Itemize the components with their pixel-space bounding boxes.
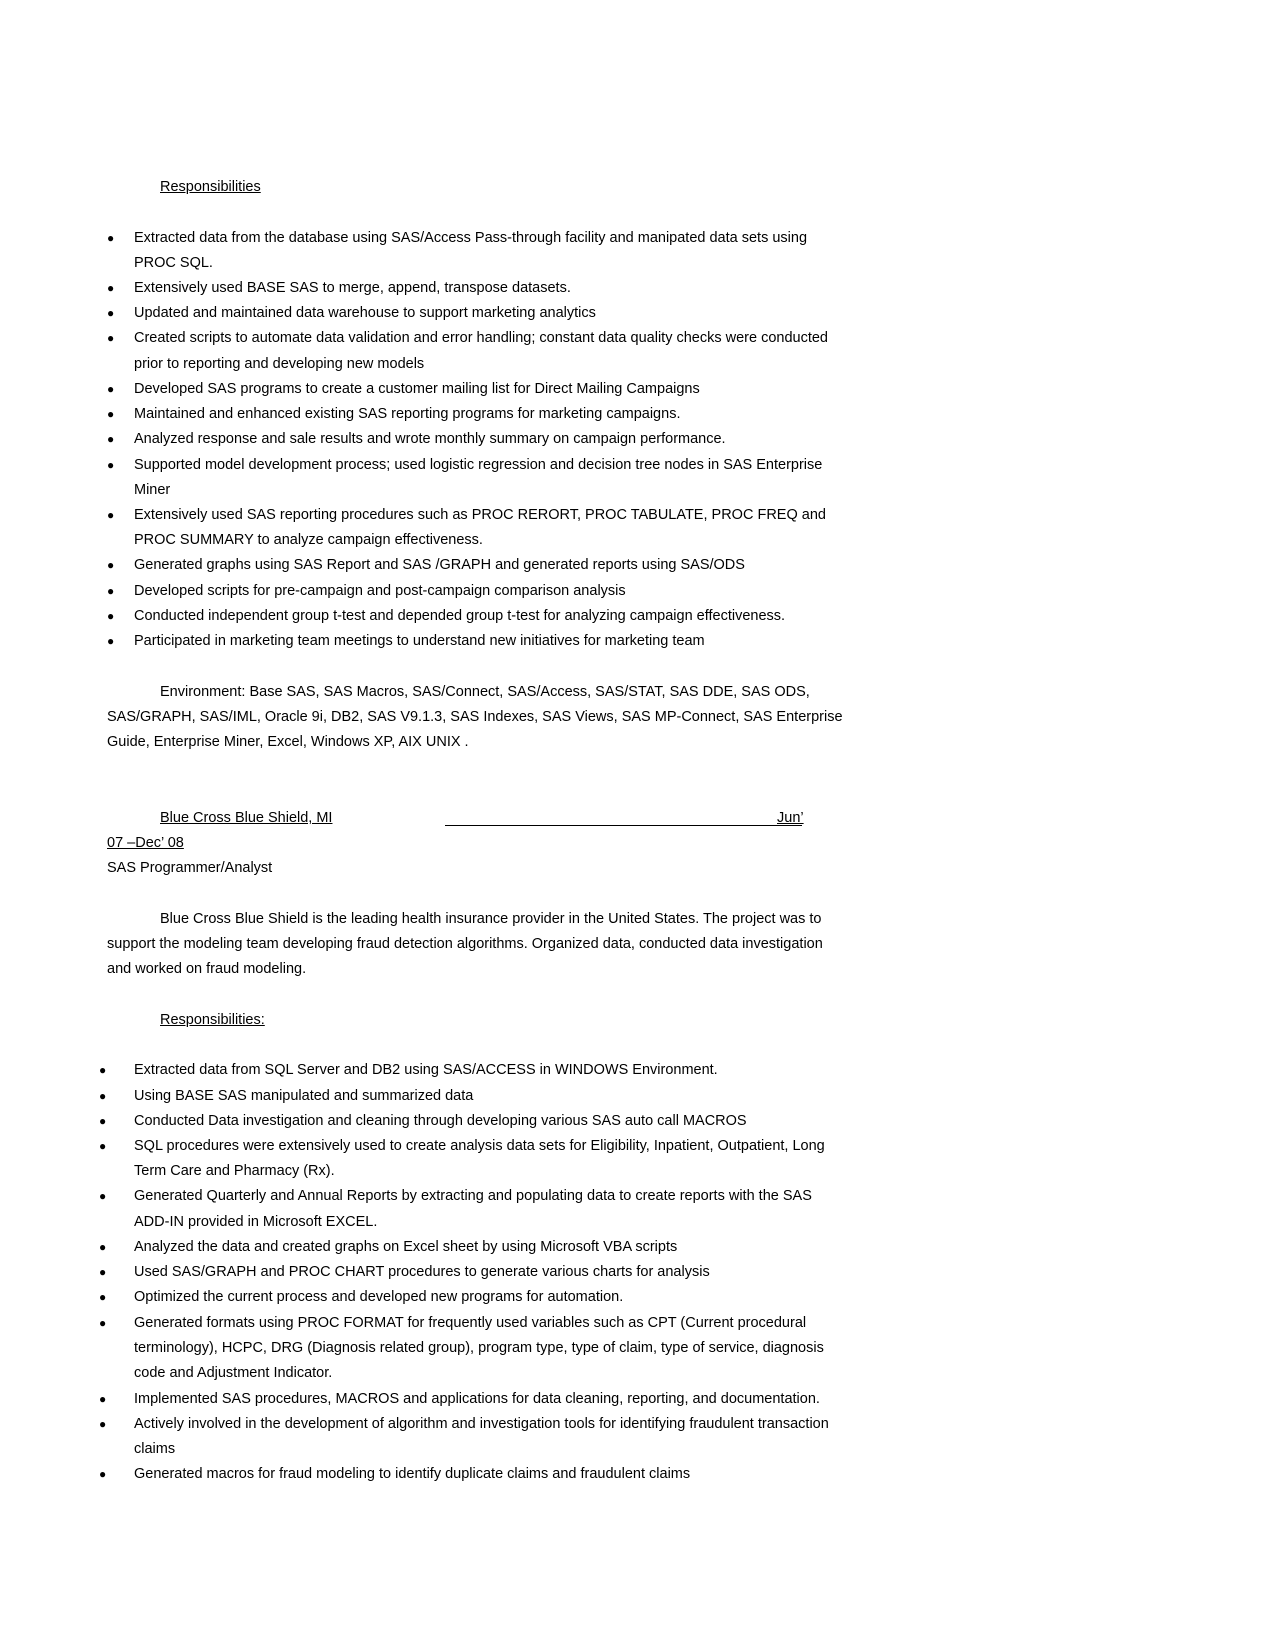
date-rule xyxy=(445,825,802,826)
list-item: Used SAS/GRAPH and PROC CHART procedures to generate various charts for analysis xyxy=(134,1264,710,1280)
list-item: Supported model development process; used logistic regression and decision tree nodes in SAS Enterprise xyxy=(134,457,823,473)
bullet-icon: ● xyxy=(107,281,115,295)
list-item: Using BASE SAS manipulated and summarized data xyxy=(134,1088,474,1104)
bullet-icon: ● xyxy=(107,508,115,522)
bullet-icon: ● xyxy=(107,331,115,345)
bullet-icon: ● xyxy=(107,382,115,396)
bullet-icon: ● xyxy=(107,634,115,648)
bullet-icon: ● xyxy=(99,1063,107,1077)
bullet-icon: ● xyxy=(107,306,115,320)
environment-text: Guide, Enterprise Miner, Excel, Windows XP, AIX UNIX . xyxy=(107,734,469,750)
bullet-icon: ● xyxy=(107,584,115,598)
list-item-continuation: claims xyxy=(134,1441,176,1457)
section-heading: Responsibilities xyxy=(160,179,261,195)
bullet-icon: ● xyxy=(99,1467,107,1481)
list-item: Conducted independent group t-test and depended group t-test for analyzing campaign effectiveness. xyxy=(134,608,786,624)
list-item: Analyzed response and sale results and wrote monthly summary on campaign performance. xyxy=(134,431,726,447)
list-item: Extensively used SAS reporting procedures such as PROC RERORT, PROC TABULATE, PROC FREQ and xyxy=(134,507,826,523)
list-item-continuation: Miner xyxy=(134,482,171,498)
bullet-icon: ● xyxy=(107,558,115,572)
list-item: Generated Quarterly and Annual Reports by extracting and populating data to create reports with the SAS xyxy=(134,1188,812,1204)
environment-text: Environment: Base SAS, SAS Macros, SAS/Connect, SAS/Access, SAS/STAT, SAS DDE, SAS ODS, xyxy=(160,684,810,700)
job-date-end: 07 –Dec’ 08 xyxy=(107,835,184,851)
list-item-continuation: PROC SQL. xyxy=(134,255,213,271)
list-item-continuation: PROC SUMMARY to analyze campaign effectiveness. xyxy=(134,532,483,548)
bullet-icon: ● xyxy=(99,1417,107,1431)
bullet-icon: ● xyxy=(99,1114,107,1128)
list-item: Updated and maintained data warehouse to support marketing analytics xyxy=(134,305,596,321)
list-item: SQL procedures were extensively used to create analysis data sets for Eligibility, Inpatient, Outpatient, Long xyxy=(134,1138,825,1154)
section-heading: Responsibilities: xyxy=(160,1012,265,1028)
bullet-icon: ● xyxy=(107,458,115,472)
job-description: and worked on fraud modeling. xyxy=(107,961,307,977)
list-item-continuation: terminology), HCPC, DRG (Diagnosis related group), program type, type of claim, type of service, diagnosis xyxy=(134,1340,824,1356)
list-item: Implemented SAS procedures, MACROS and applications for data cleaning, reporting, and documentation. xyxy=(134,1391,820,1407)
bullet-icon: ● xyxy=(99,1392,107,1406)
environment-text: SAS/GRAPH, SAS/IML, Oracle 9i, DB2, SAS V9.1.3, SAS Indexes, SAS Views, SAS MP-Connect, SAS Enterprise xyxy=(107,709,843,725)
job-description: support the modeling team developing fraud detection algorithms. Organized data, conducted data investigation xyxy=(107,936,823,952)
list-item: Generated macros for fraud modeling to identify duplicate claims and fraudulent claims xyxy=(134,1466,691,1482)
list-item: Participated in marketing team meetings to understand new initiatives for marketing team xyxy=(134,633,705,649)
job-date-start: Jun’ xyxy=(777,810,804,826)
list-item-continuation: code and Adjustment Indicator. xyxy=(134,1365,333,1381)
job-description: Blue Cross Blue Shield is the leading health insurance provider in the United States. The project was to xyxy=(160,911,822,927)
bullet-icon: ● xyxy=(99,1265,107,1279)
bullet-icon: ● xyxy=(107,231,115,245)
bullet-icon: ● xyxy=(99,1089,107,1103)
list-item: Created scripts to automate data validation and error handling; constant data quality checks were conducted xyxy=(134,330,828,346)
bullet-icon: ● xyxy=(99,1189,107,1203)
list-item: Generated graphs using SAS Report and SAS /GRAPH and generated reports using SAS/ODS xyxy=(134,557,745,573)
bullet-icon: ● xyxy=(107,609,115,623)
bullet-icon: ● xyxy=(99,1139,107,1153)
list-item: Extracted data from the database using SAS/Access Pass-through facility and manipated data sets using xyxy=(134,230,808,246)
list-item: Analyzed the data and created graphs on Excel sheet by using Microsoft VBA scripts xyxy=(134,1239,678,1255)
bullet-icon: ● xyxy=(99,1240,107,1254)
list-item: Extensively used BASE SAS to merge, append, transpose datasets. xyxy=(134,280,571,296)
bullet-icon: ● xyxy=(107,407,115,421)
list-item-continuation: ADD-IN provided in Microsoft EXCEL. xyxy=(134,1214,378,1230)
job-title: SAS Programmer/Analyst xyxy=(107,860,273,876)
bullet-icon: ● xyxy=(99,1316,107,1330)
list-item: Generated formats using PROC FORMAT for frequently used variables such as CPT (Current procedural xyxy=(134,1315,807,1331)
list-item-continuation: Term Care and Pharmacy (Rx). xyxy=(134,1163,335,1179)
bullet-icon: ● xyxy=(107,432,115,446)
list-item: Maintained and enhanced existing SAS reporting programs for marketing campaigns. xyxy=(134,406,681,422)
list-item: Extracted data from SQL Server and DB2 using SAS/ACCESS in WINDOWS Environment. xyxy=(134,1062,718,1078)
bullet-icon: ● xyxy=(99,1290,107,1304)
list-item-continuation: prior to reporting and developing new models xyxy=(134,356,425,372)
list-item: Optimized the current process and developed new programs for automation. xyxy=(134,1289,624,1305)
list-item: Actively involved in the development of algorithm and investigation tools for identifying fraudulent transaction xyxy=(134,1416,829,1432)
list-item: Developed SAS programs to create a customer mailing list for Direct Mailing Campaigns xyxy=(134,381,700,397)
list-item: Developed scripts for pre-campaign and post-campaign comparison analysis xyxy=(134,583,626,599)
list-item: Conducted Data investigation and cleaning through developing various SAS auto call MACROS xyxy=(134,1113,747,1129)
company-name: Blue Cross Blue Shield, MI xyxy=(160,810,333,826)
